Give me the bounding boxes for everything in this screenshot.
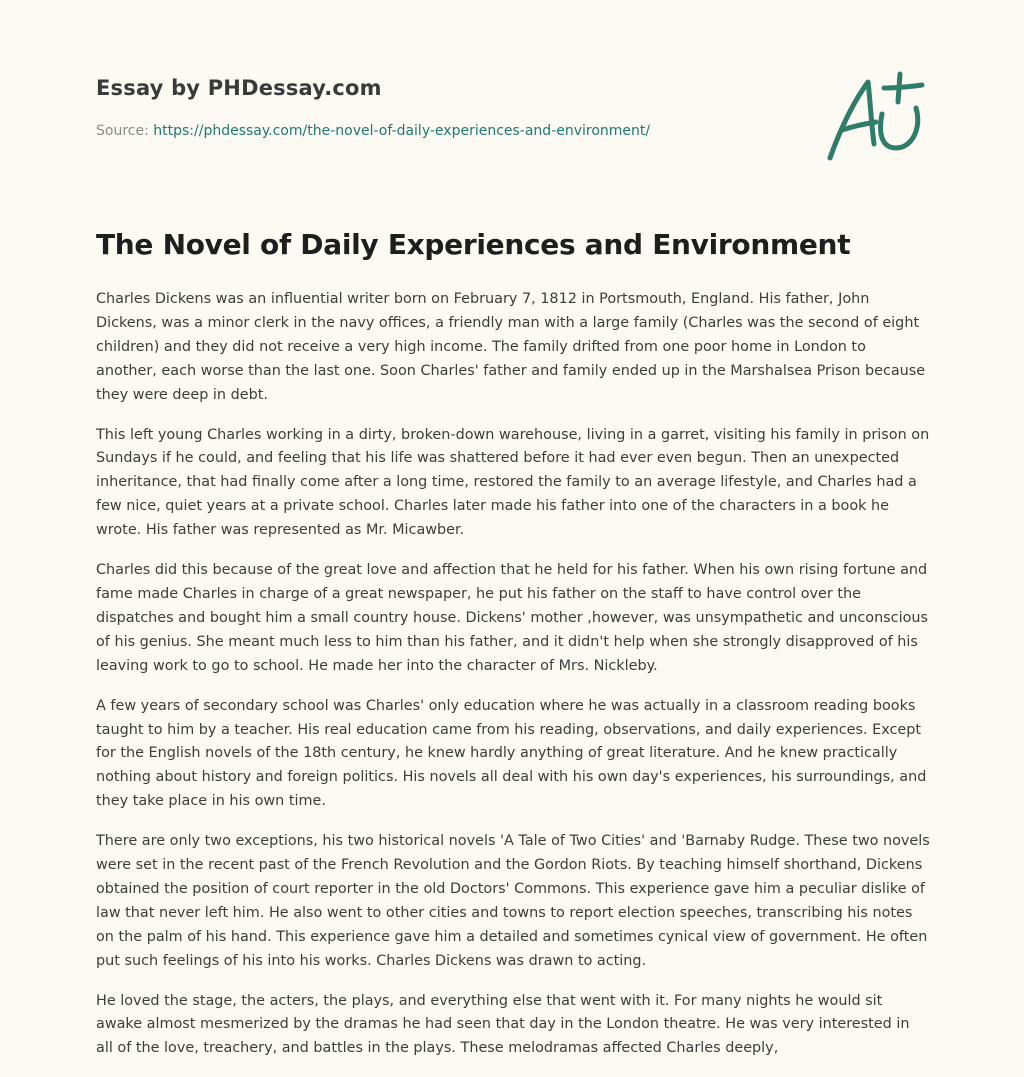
article-paragraph: Charles Dickens was an influential writer born on February 7, 1812 in Portsmouth, England. His father, John Dickens, was a minor clerk in the navy offices, a friendly man with a large family (Charles was the second of eight children) and they did not receive a very high income. The family drifted from one poor home in London to another, each worse than the last one. Soon Charles' father and family ended up in the Marshalsea Prison because they were deep in debt. xyxy=(96,291,926,403)
page-header xyxy=(96,0,928,200)
article xyxy=(96,226,930,1077)
article-paragraph: A few years of secondary school was Charles' only education where he was actually in a classroom reading books taught to him by a teacher. His real education came from his reading, observations, and daily experiences. Except for the English novels of the 18th century, he knew hardly anything of great literature. And he knew practically nothing about history and foreign politics. His novels all deal with his own day's experiences, his surroundings, and they take place in his own time. xyxy=(96,697,927,810)
article-title: The Novel of Daily Experiences and Environment xyxy=(96,228,851,261)
article-paragraph: He loved the stage, the acters, the plays, and everything else that went with it. For many nights he would sit awake almost mesmerized by the dramas he had seen that day in the London theatre. He was very interested in all of the love, treachery, and battles in the plays. These melodramas affected Charles deeply, xyxy=(96,992,910,1057)
brand-title: Essay by PHDessay.com xyxy=(96,76,382,100)
source-label: Source: xyxy=(96,123,149,139)
a-plus-logo-icon xyxy=(824,68,928,164)
article-paragraph: This left young Charles working in a dirty, broken-down warehouse, living in a garret, visiting his family in prison on Sundays if he could, and feeling that his life was shattered before it had ever even begun. Then an unexpected inheritance, that had finally come after a long time, restored the family to an average lifestyle, and Charles had a few nice, quiet years at a private school. Charles later made his father into one of the characters in a book he wrote. His father was represented as Mr. Micawber. xyxy=(96,426,930,539)
article-paragraph: Charles did this because of the great love and affection that he held for his father. When his own rising fortune and fame made Charles in charge of a great newspaper, he put his father on the staff to have control over the dispatches and bought him a small country house. Dickens' mother ,however, was unsympathetic and unconscious of his genius. She meant much less to him than his father, and it didn't help when she strongly disapproved of his leaving work to go to school. He made her into the character of Mrs. Nickleby. xyxy=(96,562,929,674)
source-link[interactable]: https://phdessay.com/the-novel-of-daily-experiences-and-environment/ xyxy=(153,123,651,139)
article-paragraph: There are only two exceptions, his two historical novels 'A Tale of Two Cities' and 'Barnaby Rudge. These two novels were set in the recent past of the French Revolution and the Gordon Riots. By teaching himself shorthand, Dickens obtained the position of court reporter in the old Doctors' Commons. This experience gave him a peculiar dislike of law that never left him. He also went to other cities and towns to report election speeches, transcribing his notes on the palm of his hand. This experience gave him a detailed and sometimes cynical view of government. He often put such feelings of his into his works. Charles Dickens was drawn to acting. xyxy=(96,833,930,969)
source-line xyxy=(96,123,650,139)
